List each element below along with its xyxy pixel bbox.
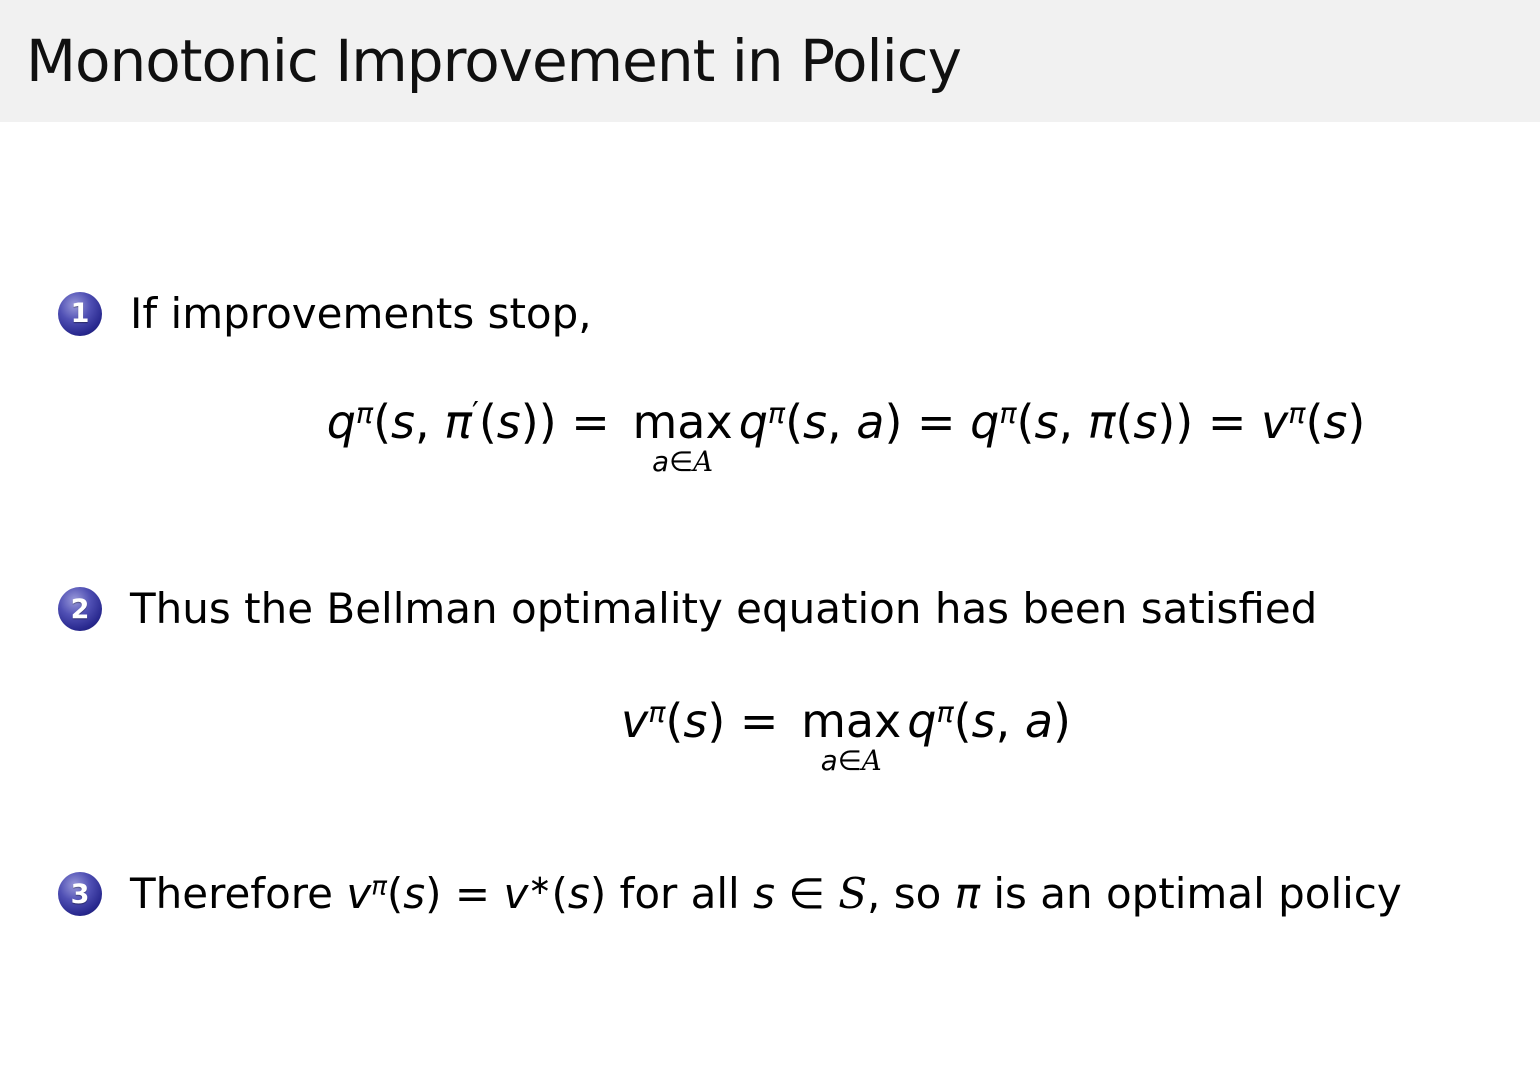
slide-content — [0, 290, 1540, 919]
item-2-text: Thus the Bellman optimality equation has been satisfied — [130, 584, 1318, 634]
equation-2: $v^\pi(s)$ = max a∈A $q^\pi(s$, a) — [621, 694, 1071, 777]
list-item-2 — [58, 585, 1504, 633]
equation-1: $q^\pi(s$, π′(s)) = max a∈A $q^\pi(s$, $a) = q^\pi(s$, $\pi(s)) = v^\pi(s)$ — [326, 395, 1366, 478]
item-1-text: If improvements stop, — [130, 289, 592, 338]
enumeration-ball-1: 1 — [58, 292, 102, 336]
enumeration-ball-3: 3 — [58, 872, 102, 916]
title-bar — [0, 0, 1540, 122]
enumeration-ball-2: 2 — [58, 587, 102, 631]
list-item-3 — [58, 870, 1504, 918]
max-operator: max a∈A — [632, 395, 733, 478]
max-operator: max a∈A — [801, 694, 902, 777]
slide-title: Monotonic Improvement in Policy — [26, 27, 961, 95]
item-3-text: Therefore $v^\pi(s) = v^∗(s)$ for all s ∈ S, so π is an optimal policy — [130, 868, 1402, 919]
list-item-1 — [58, 290, 1504, 338]
